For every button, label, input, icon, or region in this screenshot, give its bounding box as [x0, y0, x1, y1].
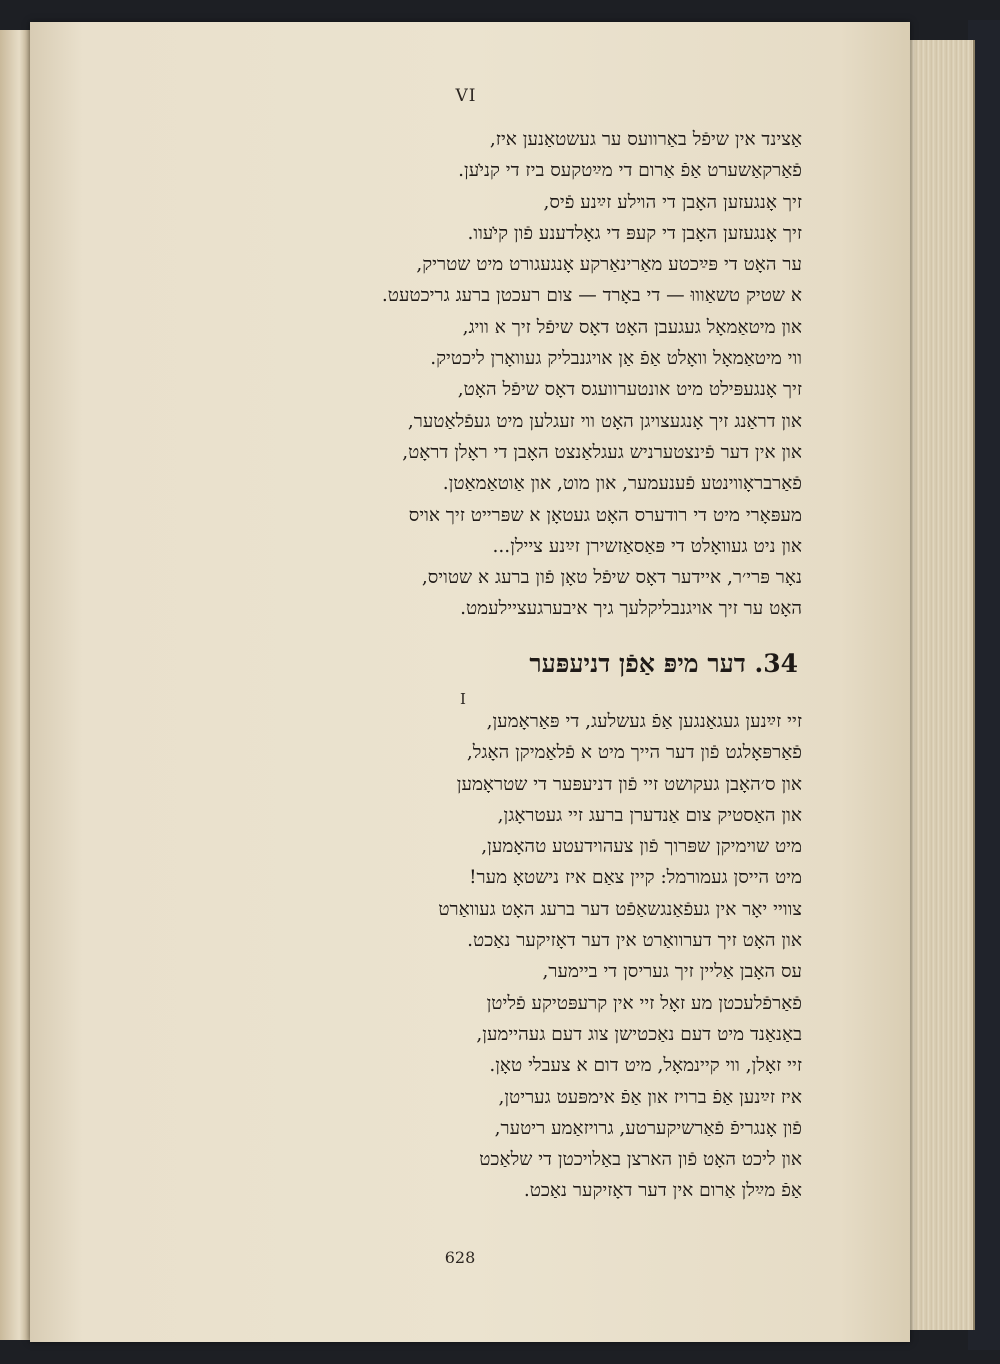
verse-line: האָט ער זיך אויגנבליקלעך גיך איבערגעציילעמט. [460, 598, 802, 620]
stanza-1 [212, 124, 802, 625]
section-number: I [460, 690, 466, 708]
verse-line: זיך אָנגעזען האָבן די הױלע זײַנע פֿיס, [543, 191, 802, 213]
page-stack-edges [905, 40, 975, 1330]
verse-line: ער האָט די פּײַכטע מאַרינאַרקע אָנגעגורט מיט שטריק, [416, 254, 802, 276]
verse-line: ווי מיטאַמאָל וואָלט אַפֿ אַן אויגנבליק געוואָרן ליכטיק. [430, 348, 802, 370]
verse-line: עס האָבן אַליין זיך געריסן די ביימער, [542, 961, 802, 983]
verse-line: מיט שוימיקן שפּרוך פֿון צעהוידעטע טהאָמען, [481, 836, 802, 858]
stanza-2 [212, 706, 802, 1207]
verse-line: זיי זײַנען געגאַנגען אַפֿ געשלעג, די פּאַראָמען, [486, 711, 802, 732]
verse-line: און האָט זיך דערוואַרט אין דער דאָזיקער נאַכט. [467, 930, 802, 952]
verse-line: און מיטאַמאָל געגעבן האָט דאָס שיפֿל זיך א וויג, [462, 316, 802, 338]
verse-line: זיי זאָלן, ווי קיינמאָל, מיט דום א צעבלי טאָן. [489, 1055, 802, 1077]
verse-line: אַפֿ מײַלן אַרום אין דער דאָזיקער נאַכט. [523, 1180, 802, 1202]
running-head: VI [455, 86, 477, 106]
verse-line: פֿאַרפּאָלגט פֿון דער הייך מיט א פֿלאַמיקן האָגל, [466, 742, 802, 764]
verse-line: מיט הייסן געמורמל: קיין צאַם איז נישטאָ מער! [469, 867, 802, 889]
poem-title: 34. דער מיפּ אַפֿן דניעפּער [529, 649, 798, 678]
verse-line: באַנאַנד מיט דעם נאַכטישן צוג דעם געהיימען, [476, 1023, 802, 1045]
verse-line: און ניט געוואָלט די פּאַסאַזשירן זײַנע ציילן... [492, 535, 802, 557]
verse-line: און האַסטיק צום אַנדערן ברעג זיי געטראָגן, [497, 804, 802, 826]
verse-line: מעפּאָרי מיט די רודערס האָט געטאָן א שפּרייט זיך אויס [408, 504, 802, 526]
verse-line: פֿאַרבראָווינטע פֿענעמער, און מוט, און אַוטאַמאַטן. [442, 473, 802, 495]
previous-page-edge [0, 30, 32, 1340]
verse-line: נאָר פּרי׳ר, איידער דאָס שיפֿל טאָן פֿון ברעג א שטויס, [421, 567, 802, 589]
verse-line: פֿון אָנגריפֿ פֿאַרשיקערטע, גרויזאַמע ריטער, [494, 1117, 802, 1139]
page-number: 628 [444, 1248, 476, 1267]
verse-line: זיך אָנגעזען האָבן די קעפּ די גאָלדענע פֿון קי̇עוו. [467, 222, 802, 244]
verse-line: א שטיק טשאַוווּ — די באָרד — צום רעכטן ברעג גריכטעט. [381, 285, 802, 307]
verse-line: און ס׳האָבן געקושט זיי פֿון דניעפּער די שטראָמען [456, 773, 802, 795]
verse-line: צוויי יאָר אין געפֿאַנגשאַפֿט דער ברעג האָט געוואַרט [438, 898, 802, 920]
verse-line: אַצינד אין שיפֿל באַרוועס ער געשטאַנען איז, [489, 129, 802, 150]
verse-line: איז זײַנען אַפֿ ברויז און אַפֿ אימפּעט געריטן, [498, 1086, 802, 1108]
verse-line: און דראַנג זיך אָנגעצויגן האָט ווי זעגלען מיט געפֿלאַטער, [407, 410, 802, 432]
verse-line: פֿאַרקאַשערט אַפֿ אַרום די מײַטקעס ביז די קני̇ען. [458, 160, 802, 182]
verse-line: פֿאַרפֿלעכטן מע זאָל זיי אין קרעפּטיקע פֿליטן [486, 992, 802, 1014]
verse-line: און ליכט האָט פֿון הארצן באַלויכטן די שלאַכט [479, 1149, 802, 1171]
verse-line: און אין דער פֿינצטערניש געגלאַנצט האָבן די ראָלן דראָט, [402, 441, 802, 463]
verse-line: זיך אָנגעפּילט מיט אונטערוועגס דאָס שיפֿל האָט, [457, 379, 802, 401]
